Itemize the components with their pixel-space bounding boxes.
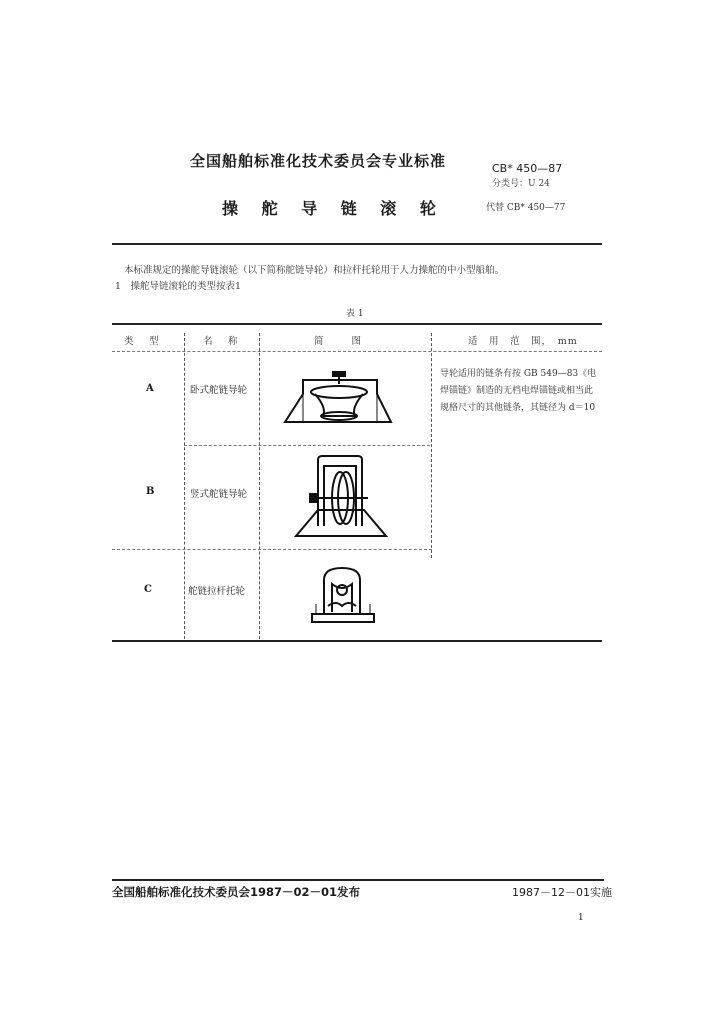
type-code-b: B bbox=[146, 486, 155, 497]
sketch-horizontal-chain-roller bbox=[283, 372, 393, 432]
standard-number: CB* 450—87 bbox=[492, 162, 563, 175]
name-c: 舵链拉杆托轮 bbox=[188, 586, 246, 597]
type-code-c: C bbox=[144, 584, 152, 595]
table-bottom-rule bbox=[112, 640, 602, 642]
header-rule bbox=[112, 243, 602, 245]
header-range: 适 用 范 围， mm bbox=[468, 336, 578, 347]
table-top-rule bbox=[112, 323, 602, 325]
classification-number: 分类号：U 24 bbox=[492, 179, 550, 189]
row-separator-2 bbox=[112, 549, 432, 550]
issue-date: 全国船舶标准化技术委员会1987－02－01发布 bbox=[112, 885, 361, 899]
footer-rule bbox=[112, 879, 604, 881]
table-caption: 表 1 bbox=[346, 309, 364, 319]
type-code-a: A bbox=[146, 383, 154, 394]
sketch-vertical-chain-roller bbox=[296, 456, 386, 538]
section-1-heading: 1 操舵导链滚轮的类型按表1 bbox=[115, 281, 242, 292]
name-b: 竖式舵链导轮 bbox=[190, 489, 248, 500]
header-type: 类 型 bbox=[124, 336, 162, 347]
replaces-standard: 代替 CB* 450—77 bbox=[486, 203, 566, 213]
issuing-organization: 全国船舶标准化技术委员会专业标准 bbox=[190, 152, 447, 170]
header-sketch: 简 图 bbox=[314, 336, 365, 347]
sketch-tie-rod-roller bbox=[312, 566, 374, 624]
row-separator-1 bbox=[184, 445, 430, 446]
header-name: 名 称 bbox=[203, 336, 241, 347]
column-divider-2 bbox=[259, 333, 260, 639]
effective-date: 1987－12－01实施 bbox=[512, 886, 612, 899]
column-divider-3 bbox=[431, 333, 432, 558]
intro-paragraph: 本标准规定的操舵导链滚轮（以下简称舵链导轮）和拉杆托轮用于人力操舵的中小型船舶。 bbox=[124, 265, 505, 276]
header-row-rule bbox=[112, 351, 602, 352]
column-divider-1 bbox=[184, 333, 185, 639]
applicable-range-text: 导轮适用的链条有按 GB 549—83《电焊锚链》制造的无档电焊锚链或相当此规格尺寸的其他链条，其链径为 d＝10 bbox=[440, 369, 597, 413]
page-number: 1 bbox=[578, 913, 584, 923]
document-title: 操 舵 导 链 滚 轮 bbox=[222, 199, 445, 218]
name-a: 卧式舵链导轮 bbox=[190, 385, 248, 396]
